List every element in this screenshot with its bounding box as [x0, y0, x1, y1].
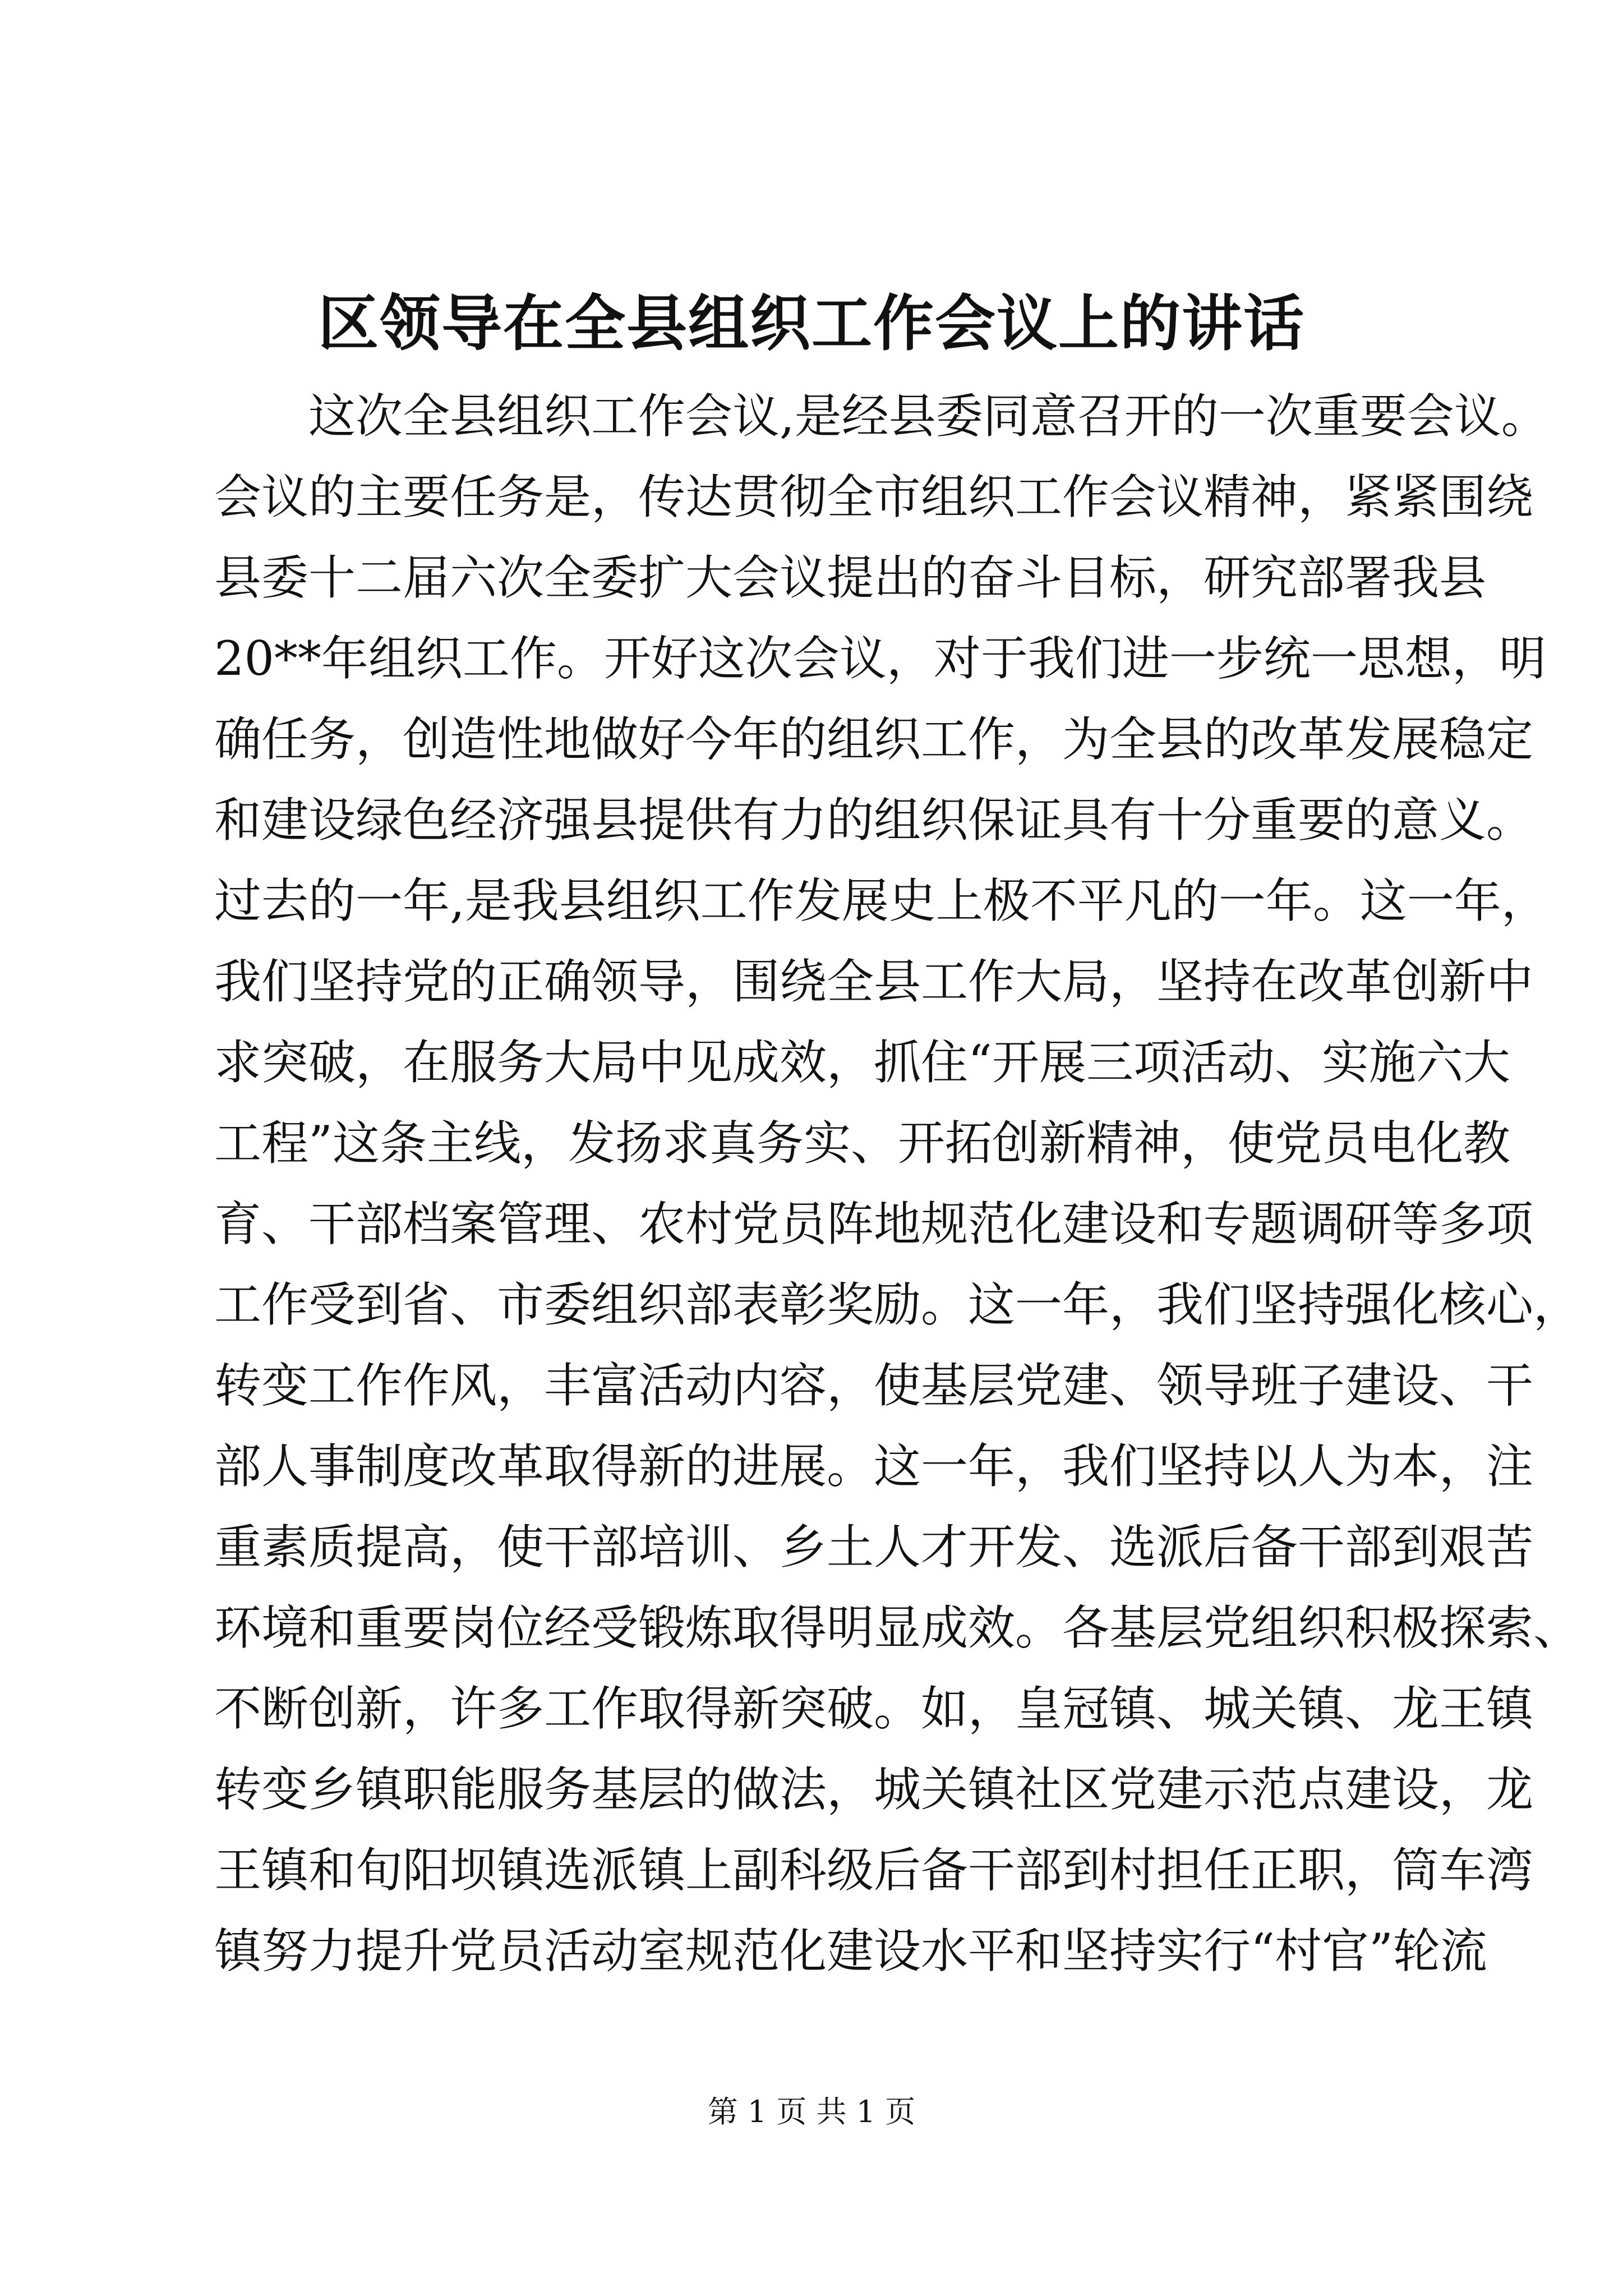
body-line: 过去的一年,是我县组织工作发展史上极不平凡的一年。这一年，: [214, 873, 1548, 928]
body-line: 工作受到省、市委组织部表彰奖励。这一年，我们坚持强化核心，: [214, 1277, 1581, 1332]
body-line: 工程”这条主线，发扬求真务实、开拓创新精神，使党员电化教: [214, 1116, 1510, 1171]
body-line: 环境和重要岗位经受锻炼取得明显成效。各基层党组织积极探索、: [214, 1600, 1581, 1655]
body-line: 不断创新，许多工作取得新突破。如，皇冠镇、城关镇、龙王镇: [214, 1681, 1534, 1736]
body-line: 育、干部档案管理、农村党员阵地规范化建设和专题调研等多项: [214, 1197, 1534, 1251]
page-number-footer: 第 1 页 共 1 页: [707, 2094, 916, 2129]
body-line: 和建设绿色经济强县提供有力的组织保证具有十分重要的意义。: [214, 793, 1534, 848]
body-line: 部人事制度改革取得新的进展。这一年，我们坚持以人为本，注: [214, 1439, 1534, 1494]
body-line: 确任务，创造性地做好今年的组织工作，为全县的改革发展稳定: [214, 712, 1534, 767]
body-line: 县委十二届六次全委扩大会议提出的奋斗目标，研究部署我县: [214, 550, 1487, 605]
document-title: 区领导在全县组织工作会议上的讲话: [317, 288, 1305, 359]
body-line: 王镇和旬阳坝镇选派镇上副科级后备干部到村担任正职，筒车湾: [214, 1843, 1534, 1898]
body-line: 转变乡镇职能服务基层的做法，城关镇社区党建示范点建设，龙: [214, 1762, 1534, 1817]
body-line: 重素质提高，使干部培训、乡土人才开发、选派后备干部到艰苦: [214, 1520, 1534, 1575]
body-line: 会议的主要任务是，传达贯彻全市组织工作会议精神，紧紧围绕: [214, 470, 1534, 524]
body-line: 转变工作作风，丰富活动内容，使基层党建、领导班子建设、干: [214, 1358, 1534, 1413]
body-line: 20**年组织工作。开好这次会议，对于我们进一步统一思想，明: [214, 631, 1546, 686]
body-line: 我们坚持党的正确领导，围绕全县工作大局，坚持在改革创新中: [214, 954, 1534, 1009]
body-line: 镇努力提升党员活动室规范化建设水平和坚持实行“村官”轮流: [214, 1924, 1487, 1978]
document-body: [214, 376, 1581, 1991]
body-line: 这次全县组织工作会议,是经县委同意召开的一次重要会议。: [308, 389, 1548, 444]
body-line: 求突破，在服务大局中见成效，抓住“开展三项活动、实施六大: [214, 1035, 1510, 1090]
